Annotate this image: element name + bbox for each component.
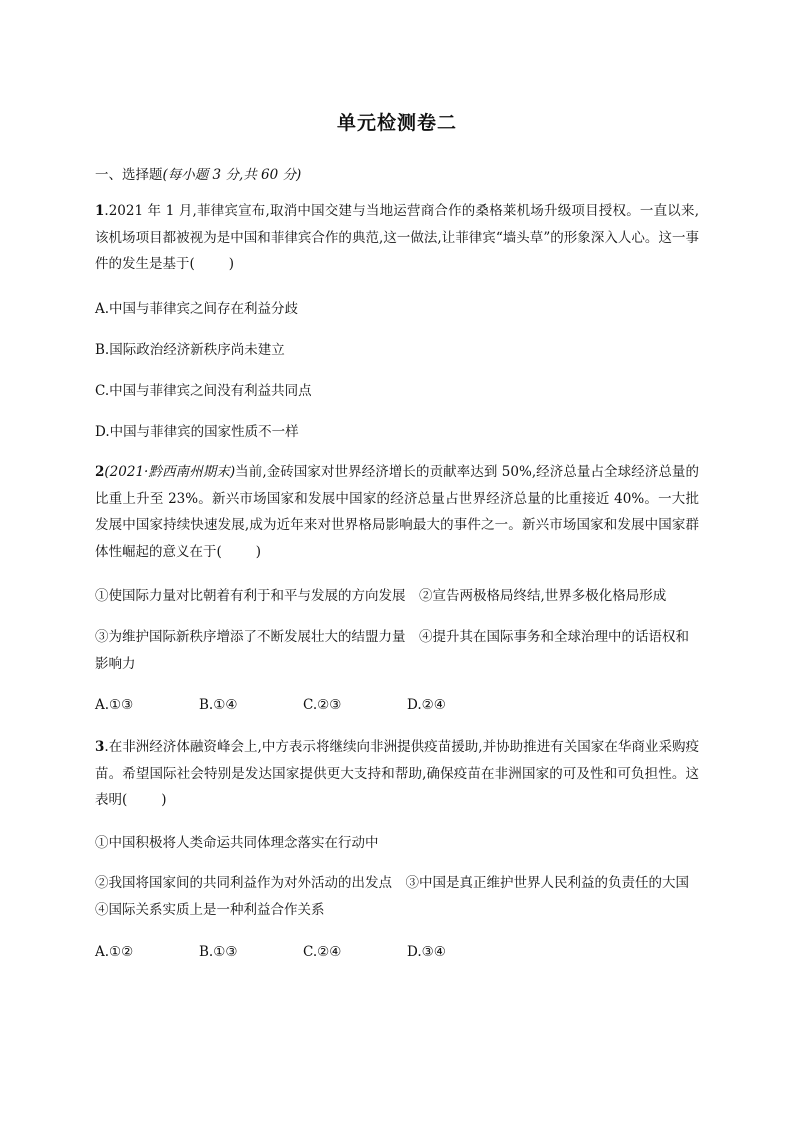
question-3-choice-a: A.①②	[95, 944, 134, 960]
question-1-option-d: D.中国与菲律宾的国家性质不一样	[95, 424, 299, 440]
question-3-statements-1: ①中国积极将人类命运共同体理念落实在行动中	[95, 835, 379, 851]
question-1-option-a: A.中国与菲律宾之间存在利益分歧	[95, 301, 299, 317]
question-3-text: .在非洲经济体融资峰会上,中方表示将继续向非洲提供疫苗援助,并协助推进有关国家在华商业采购疫苗。希望国际社会特别是发达国家提供更大支持和帮助,确保疫苗在非洲国家的可及性和可负担性。这表明(	[95, 739, 699, 808]
question-1	[95, 198, 699, 278]
question-3-paren-close: )	[161, 792, 167, 808]
question-3	[95, 734, 699, 814]
question-3-statements-2: ②我国将国家间的共同利益作为对外活动的出发点 ③中国是真正维护世界人民利益的负责任的大国 ④国际关系实质上是一种利益合作关系	[95, 875, 703, 918]
question-2-choice-a: A.①③	[95, 697, 134, 713]
question-2-number: 2	[95, 464, 105, 480]
question-2-statements-2: ③为维护国际新秩序增添了不断发展壮大的结盟力量 ④提升其在国际事务和全球治理中的话语权和影响力	[95, 629, 689, 672]
question-2-source: (2021·黔西南州期末)	[104, 464, 236, 480]
question-3-stem	[95, 734, 699, 814]
question-2-paren-close: )	[255, 543, 262, 560]
question-1-option-c: C.中国与菲律宾之间没有利益共同点	[95, 383, 312, 399]
question-2-choice-c: C.②③	[303, 697, 342, 713]
question-1-paren-close: )	[228, 256, 235, 272]
question-3-choices	[95, 939, 699, 965]
question-2-choice-d: D.②④	[407, 697, 446, 713]
question-1-text: .2021 年 1 月,菲律宾宣布,取消中国交建与当地运营商合作的桑格莱机场升级项目授权。一直以来,该机场项目都被视为是中国和菲律宾合作的典范,这一做法,让菲律宾“墙头草”的形象深入人心。这一事件的发生是基于(	[95, 203, 699, 272]
question-1-stem	[95, 198, 699, 278]
question-2-text: 当前,金砖国家对世界经济增长的贡献率达到 50%,经济总量占全球经济总量的比重上升至 23%。新兴市场国家和发展中国家的经济总量占世界经济总量的比重接近 40%。一大批发展中国家持续快速发展,成为近年来对世界格局影响最大的事件之一。新兴市场国家和发展中国家群体性崛起的意义在于(	[95, 464, 699, 560]
question-2-choices	[95, 692, 699, 718]
question-2-choice-b: B.①④	[199, 697, 238, 713]
question-2-statements-1: ①使国际力量对比朝着有利于和平与发展的方向发展 ②宣告两极格局终结,世界多极化格局形成	[95, 588, 667, 604]
section-label: 一、选择题	[95, 167, 163, 183]
question-2-stem	[95, 459, 699, 565]
question-3-choice-d: D.③④	[407, 944, 446, 960]
question-2	[95, 459, 699, 565]
question-1-number: 1	[95, 203, 105, 219]
section-heading	[95, 163, 301, 183]
question-3-choice-c: C.②④	[303, 944, 342, 960]
question-3-number: 3	[95, 739, 105, 755]
section-note: (每小题 3 分,共 60 分)	[162, 167, 302, 183]
question-1-option-b: B.国际政治经济新秩序尚未建立	[95, 342, 285, 358]
question-3-choice-b: B.①③	[199, 944, 238, 960]
page-title: 单元检测卷二	[336, 112, 457, 134]
